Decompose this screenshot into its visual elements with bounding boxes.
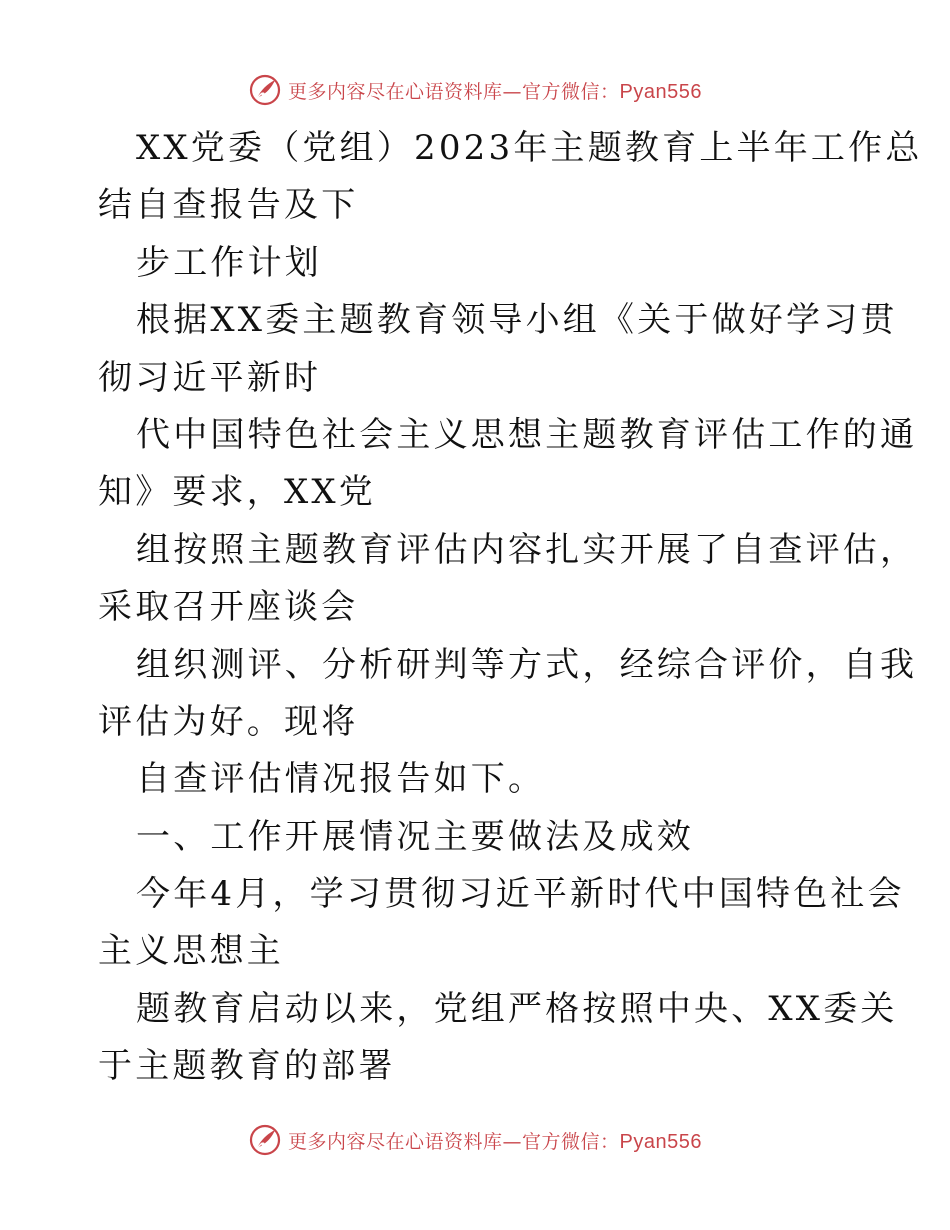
text-line: 彻习近平新时 bbox=[98, 357, 322, 398]
banner-official-label: 官方微信： bbox=[522, 1130, 620, 1153]
banner-separator: — bbox=[502, 80, 523, 103]
header-banner bbox=[0, 70, 950, 110]
quill-pen-logo-icon bbox=[248, 1123, 282, 1157]
quill-pen-logo-icon bbox=[248, 73, 282, 107]
banner-wechat-id: Pyan556 bbox=[619, 1130, 702, 1153]
text-line: 组按照主题教育评估内容扎实开展了自查评估， bbox=[136, 529, 918, 570]
text-line: XX党委（党组）2023年主题教育上半年工作总 bbox=[136, 128, 923, 168]
banner-official-label: 官方微信： bbox=[522, 80, 620, 103]
text-line: 于主题教育的部署 bbox=[98, 1046, 396, 1087]
text-line: 评估为好。现将 bbox=[98, 701, 359, 742]
text-line: 今年4月，学习贯彻习近平新时代中国特色社会 bbox=[136, 874, 905, 915]
banner-wechat-id: Pyan556 bbox=[619, 80, 702, 103]
banner-title: 更多内容尽在心语资料库 bbox=[288, 1130, 503, 1153]
text-line: 根据XX委主题教育领导小组《关于做好学习贯 bbox=[136, 300, 898, 341]
text-line: 采取召开座谈会 bbox=[98, 587, 359, 628]
text-line: 题教育启动以来，党组严格按照中央、XX委关 bbox=[136, 988, 898, 1029]
text-line: 代中国特色社会主义思想主题教育评估工作的通 bbox=[136, 414, 918, 455]
text-line: 主义思想主 bbox=[98, 931, 284, 972]
banner-separator: — bbox=[502, 1130, 523, 1153]
text-line: 组织测评、分析研判等方式，经综合评价，自我 bbox=[136, 644, 918, 685]
text-line: 步工作计划 bbox=[136, 242, 322, 283]
document-body bbox=[98, 120, 923, 1096]
banner-text bbox=[288, 1127, 702, 1154]
text-line: 知》要求，XX党 bbox=[98, 472, 377, 513]
text-line: 一、工作开展情况主要做法及成效 bbox=[136, 816, 694, 857]
banner-title: 更多内容尽在心语资料库 bbox=[288, 80, 503, 103]
text-line: 自查评估情况报告如下。 bbox=[136, 759, 546, 800]
text-line: 结自查报告及下 bbox=[98, 185, 359, 226]
footer-banner bbox=[0, 1120, 950, 1160]
banner-text bbox=[288, 77, 702, 104]
